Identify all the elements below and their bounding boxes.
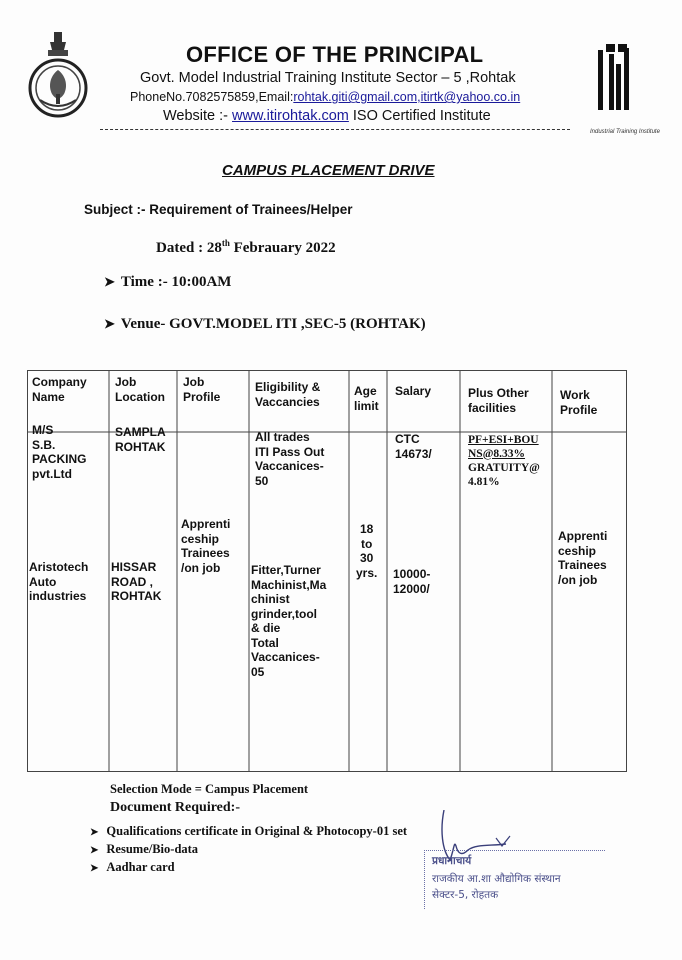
document-item-text: Qualifications certificate in Original & Photocopy-01 set [106, 824, 408, 838]
document-required-title: Document Required:- [110, 800, 241, 815]
row1-location: SAMPLA ROHTAK [115, 425, 166, 454]
venue-item [104, 316, 426, 333]
website-link[interactable]: www.itirohtak.com [232, 108, 349, 124]
col-header-location: Job Location [115, 375, 165, 404]
venue-text: Venue- GOVT.MODEL ITI ,SEC-5 (ROHTAK) [120, 316, 426, 332]
placement-table [27, 370, 627, 772]
institute-name: Govt. Model Industrial Training Institute Sector – 5 ,Rohtak [140, 70, 516, 86]
logo-caption: Industrial Training Institute [590, 129, 660, 135]
col-header-work-profile: Work Profile [560, 388, 598, 417]
row2-location: HISSAR ROAD , ROHTAK [111, 560, 162, 603]
row2-salary: 10000- 12000/ [393, 567, 431, 596]
contact-line [130, 90, 520, 104]
document-item [90, 824, 407, 839]
stamp-border [424, 850, 605, 909]
row2-company: Aristotech Auto industries [29, 560, 89, 603]
row1-facilities-gratuity: GRATUITY@ 4.81% [468, 462, 540, 488]
arrow-bullet-icon: ➤ [90, 863, 99, 874]
row1-eligibility: All trades ITI Pass Out Vaccanices- 50 [255, 430, 325, 488]
subject-line: Subject :- Requirement of Trainees/Helper [84, 202, 353, 217]
phone-text: PhoneNo.7082575859,Email: [130, 90, 294, 104]
time-text: Time :- 10:00AM [120, 274, 232, 290]
iso-text: ISO Certified Institute [348, 108, 491, 124]
document-item-text: Resume/Bio-data [106, 842, 199, 856]
principal-stamp [410, 830, 620, 940]
website-line [163, 108, 491, 124]
dated-line [156, 238, 336, 257]
stamp-title: प्रधानाचार्य [432, 855, 472, 867]
work-profile-cell: Apprenti ceship Trainees /on job [558, 529, 608, 587]
row1-facilities-bonus: PF+ESI+BOU NS@8.33% [468, 434, 539, 460]
header-divider [100, 129, 570, 130]
selection-mode: Selection Mode = Campus Placement [110, 782, 309, 796]
stamp-institute: राजकीय आ.शा औद्योगिक संस्थान [432, 873, 561, 885]
document-item-text: Aadhar card [106, 860, 175, 874]
col-header-age: Age limit [354, 384, 379, 413]
arrow-bullet-icon: ➤ [104, 316, 115, 331]
job-profile-cell: Apprenti ceship Trainees /on job [181, 517, 231, 575]
col-header-company: Company Name [32, 375, 87, 404]
iti-logo [590, 44, 660, 142]
dated-suffix: Febrauary 2022 [229, 240, 336, 256]
stamp-address: सेक्टर-5, रोहतक [432, 889, 499, 901]
dated-prefix: Dated : 28 [156, 240, 222, 256]
row1-salary: CTC 14673/ [395, 432, 432, 461]
age-limit-cell: 18 to 30 yrs. [356, 522, 378, 580]
arrow-bullet-icon: ➤ [90, 845, 99, 856]
document-item [90, 842, 198, 857]
state-emblem-icon [26, 30, 90, 124]
row1-company: M/S S.B. PACKING pvt.Ltd [32, 423, 87, 481]
col-header-eligibility: Eligibility & Vaccancies [255, 380, 321, 409]
office-title: OFFICE OF THE PRINCIPAL [186, 42, 484, 67]
time-item [104, 274, 231, 291]
document-item [90, 860, 175, 875]
email-link[interactable]: rohtak.giti@gmail.com,itirtk@yahoo.co.in [293, 90, 521, 104]
col-header-profile: Job Profile [183, 375, 221, 404]
drive-heading: CAMPUS PLACEMENT DRIVE [222, 162, 435, 179]
arrow-bullet-icon: ➤ [90, 827, 99, 838]
dated-sup: th [221, 238, 230, 248]
col-header-salary: Salary [395, 384, 432, 398]
arrow-bullet-icon: ➤ [104, 274, 115, 289]
website-label: Website :- [163, 108, 233, 124]
row2-eligibility: Fitter,Turner Machinist,Ma chinist grinder,tool & die Total Vaccanices- 05 [251, 563, 327, 679]
col-header-facilities: Plus Other facilities [468, 386, 529, 415]
